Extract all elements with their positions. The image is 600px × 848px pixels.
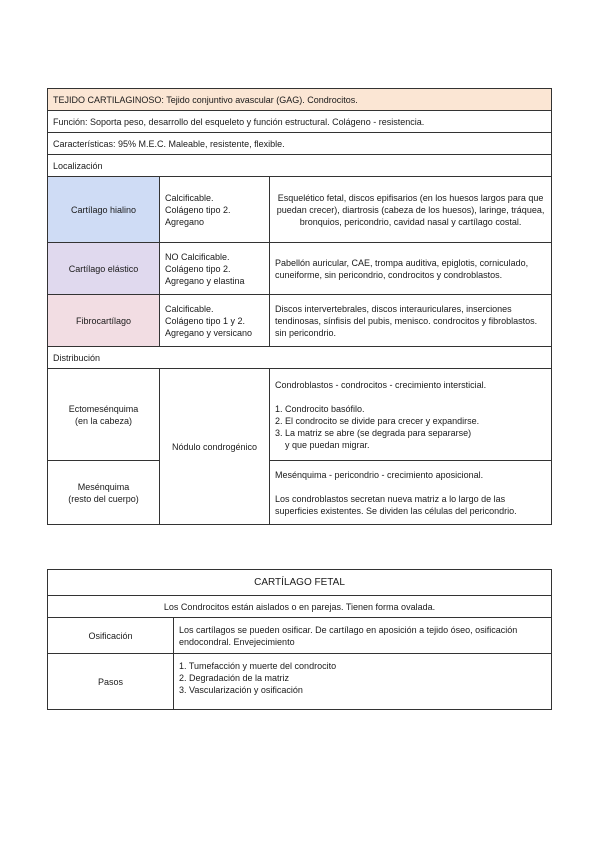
ecto-step: 3. La matriz se abre (se degrada para separarse): [275, 427, 472, 438]
prop-line: Agregano y versicano: [165, 327, 253, 338]
prop-line: Agregano y elastina: [165, 275, 245, 286]
table-row: [48, 177, 552, 243]
cartilage-type-name: Fibrocartílago: [48, 295, 160, 347]
ectomesenquima-label: [48, 369, 160, 461]
cartilage-type-name: Cartílago elástico: [48, 243, 160, 295]
meso-growth-desc: [270, 461, 552, 525]
prop-line: Colágeno tipo 2.: [165, 263, 231, 274]
cartilage-type-name: Cartílago hialino: [48, 177, 160, 243]
pasos-list: [174, 654, 552, 710]
distribucion-row: [48, 347, 552, 369]
ecto-title: Condroblastos - condrocitos - crecimiento intersticial.: [275, 379, 487, 390]
prop-line: Calcificable.: [165, 192, 214, 203]
prop-line: Agregano: [165, 216, 205, 227]
ecto-step-cont: y que puedan migrar.: [285, 439, 370, 450]
spacer: [275, 481, 546, 493]
funcion-row: [48, 111, 552, 133]
fetal-cartilage-table: [47, 569, 552, 710]
caracteristicas-row: [48, 133, 552, 155]
cartilage-props: [160, 295, 270, 347]
prop-line: Colágeno tipo 1 y 2.: [165, 315, 246, 326]
nodulo-condrogenico: Nódulo condrogénico: [160, 369, 270, 525]
caracteristicas-text: Características: 95% M.E.C. Maleable, resistente, flexible.: [48, 133, 552, 155]
table-row: [48, 461, 552, 525]
ecto-growth-desc: [270, 369, 552, 461]
mesenquima-label: [48, 461, 160, 525]
ecto-step: 2. El condrocito se divide para crecer y expandirse.: [275, 415, 480, 426]
ecto-step: 1. Condrocito basófilo.: [275, 403, 365, 414]
cartilage-tissue-table: [47, 88, 552, 525]
fetal-title-row: [48, 570, 552, 596]
prop-line: Colágeno tipo 2.: [165, 204, 231, 215]
paso-item: 1. Tumefacción y muerte del condrocito: [179, 661, 337, 671]
table-row: [48, 295, 552, 347]
meso-label-line: (resto del cuerpo): [68, 493, 139, 504]
funcion-text: Función: Soporta peso, desarrollo del esqueleto y función estructural. Colágeno - resistencia.: [48, 111, 552, 133]
table-header: TEJIDO CARTILAGINOSO: Tejido conjuntivo avascular (GAG). Condrocitos.: [48, 89, 552, 111]
meso-label-line: Mesénquima: [77, 481, 130, 492]
fetal-subtitle-row: [48, 596, 552, 618]
ecto-label-line: Ectomesénquima: [68, 403, 139, 414]
table-row: [48, 243, 552, 295]
fetal-title: CARTÍLAGO FETAL: [48, 570, 552, 596]
prop-line: NO Calcificable.: [165, 251, 230, 262]
fetal-subtitle: Los Condrocitos están aislados o en parejas. Tienen forma ovalada.: [48, 596, 552, 618]
prop-line: Calcificable.: [165, 303, 214, 314]
osificacion-text: Los cartílagos se pueden osificar. De cartílago en aposición a tejido óseo, osificación endocondral. Envejecimiento: [174, 618, 552, 654]
table-row: [48, 654, 552, 710]
distribucion-label: Distribución: [48, 347, 552, 369]
spacer: [275, 391, 546, 403]
localizacion-row: [48, 155, 552, 177]
osificacion-label: Osificación: [48, 618, 174, 654]
ecto-label-line: (en la cabeza): [74, 415, 133, 426]
meso-title: Mesénquima - pericondrio - crecimiento aposicional.: [275, 469, 484, 480]
localizacion-label: Localización: [48, 155, 552, 177]
pasos-label: Pasos: [48, 654, 174, 710]
table-row: [48, 369, 552, 461]
cartilage-props: [160, 243, 270, 295]
cartilage-props: [160, 177, 270, 243]
table-header-row: [48, 89, 552, 111]
paso-item: 3. Vascularización y osificación: [179, 685, 303, 695]
table-row: [48, 618, 552, 654]
cartilage-location: Pabellón auricular, CAE, trompa auditiva, epiglotis, corniculado, cuneiforme, sin pericondrio, condrocitos y condroblastos.: [270, 243, 552, 295]
cartilage-location: Esquelético fetal, discos epifisarios (en los huesos largos para que puedan crecer), diartrosis (cabeza de los huesos), laringe, tráquea, bronquios, pericondrio, cavidad nasal y cartílago costal.: [270, 177, 552, 243]
paso-item: 2. Degradación de la matriz: [179, 673, 290, 683]
meso-text: Los condroblastos secretan nueva matriz a lo largo de las superficies existentes. Se dividen las células del pericondrio.: [275, 493, 517, 516]
cartilage-location: Discos intervertebrales, discos interauriculares, inserciones tendinosas, sínfisis del pubis, menisco. condrocitos y fibroblastos. sin pericondrio.: [270, 295, 552, 347]
